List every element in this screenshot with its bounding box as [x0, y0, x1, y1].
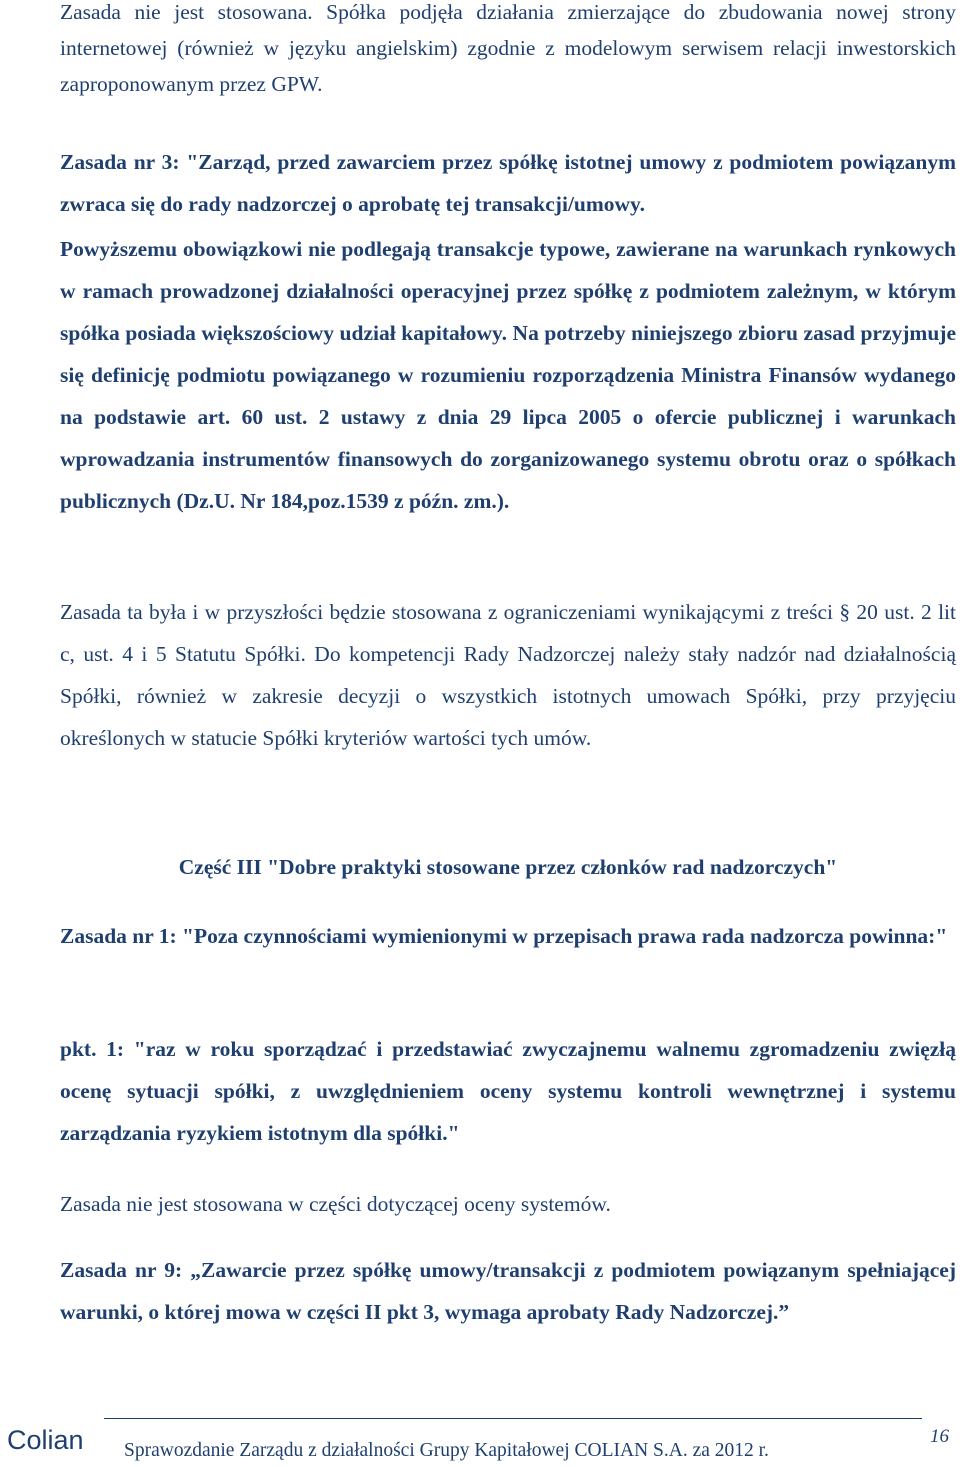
rule-1-heading: Zasada nr 1: "Poza czynnościami wymienionymi w przepisach prawa rada nadzorcza powinna:": [60, 924, 948, 948]
footer-divider: [104, 1418, 922, 1419]
rule-1-status: Zasada nie jest stosowana w części dotyczącej oceny systemów.: [60, 1192, 611, 1216]
rule-9-heading: Zasada nr 9: „Zawarcie przez spółkę umowy/transakcji z podmiotem powiązanym spełniającej warunki, o której mowa w części II pkt 3, wymaga aprobaty Rady Nadzorczej.”: [60, 1258, 956, 1324]
page-number: 16: [930, 1426, 949, 1447]
rule-1-point-1: pkt. 1: "raz w roku sporządzać i przedstawiać zwyczajnemu walnemu zgromadzeniu zwięzłą ocenę sytuacji spółki, z uwzględnieniem oceny systemu kontroli wewnętrznej i systemu zarządzania ryzykiem istotnym dla spółki.": [60, 1037, 956, 1145]
paragraph-intro: Zasada nie jest stosowana. Spółka podjęła działania zmierzające do zbudowania nowej strony internetowej (również w języku angielskim) zgodnie z modelowym serwisem relacji inwestorskich zaproponowanym przez GPW.: [60, 0, 956, 96]
rule-3-explanation: Powyższemu obowiązkowi nie podlegają transakcje typowe, zawierane na warunkach rynkowych w ramach prowadzonej działalności operacyjnej przez spółkę z podmiotem zależnym, w którym spółka posiada większościowy udział kapitałowy. Na potrzeby niniejszego zbioru zasad przyjmuje się definicję podmiotu powiązanego w rozumieniu rozporządzenia Ministra Finansów wydanego na podstawie art. 60 ust. 2 ustawy z dnia 29 lipca 2005 o ofercie publicznej i warunkach wprowadzania instrumentów finansowych do zorganizowanego systemu obrotu oraz o spółkach publicznych (Dz.U. Nr 184,poz.1539 z późn. zm.).: [60, 237, 956, 513]
rule-3-status: Zasada ta była i w przyszłości będzie stosowana z ograniczeniami wynikającymi z treści § 20 ust. 2 lit c, ust. 4 i 5 Statutu Spółki. Do kompetencji Rady Nadzorczej należy stały nadzór nad działalnością Spółki, również w zakresie decyzji o wszystkich istotnych umowach Spółki, przy przyjęciu określonych w statucie Spółki kryteriów wartości tych umów.: [60, 600, 956, 750]
rule-3-heading: Zasada nr 3: "Zarząd, przed zawarciem przez spółkę istotnej umowy z podmiotem powiązanym zwraca się do rady nadzorczej o aprobatę tej transakcji/umowy.: [60, 150, 956, 216]
svg-text:Colian: Colian: [7, 1425, 84, 1455]
section-title: Część III "Dobre praktyki stosowane przez członków rad nadzorczych": [178, 855, 838, 879]
footer-report-title: Sprawozdanie Zarządu z działalności Grupy Kapitałowej COLIAN S.A. za 2012 r.: [124, 1440, 769, 1461]
colian-logo: [6, 1423, 94, 1457]
